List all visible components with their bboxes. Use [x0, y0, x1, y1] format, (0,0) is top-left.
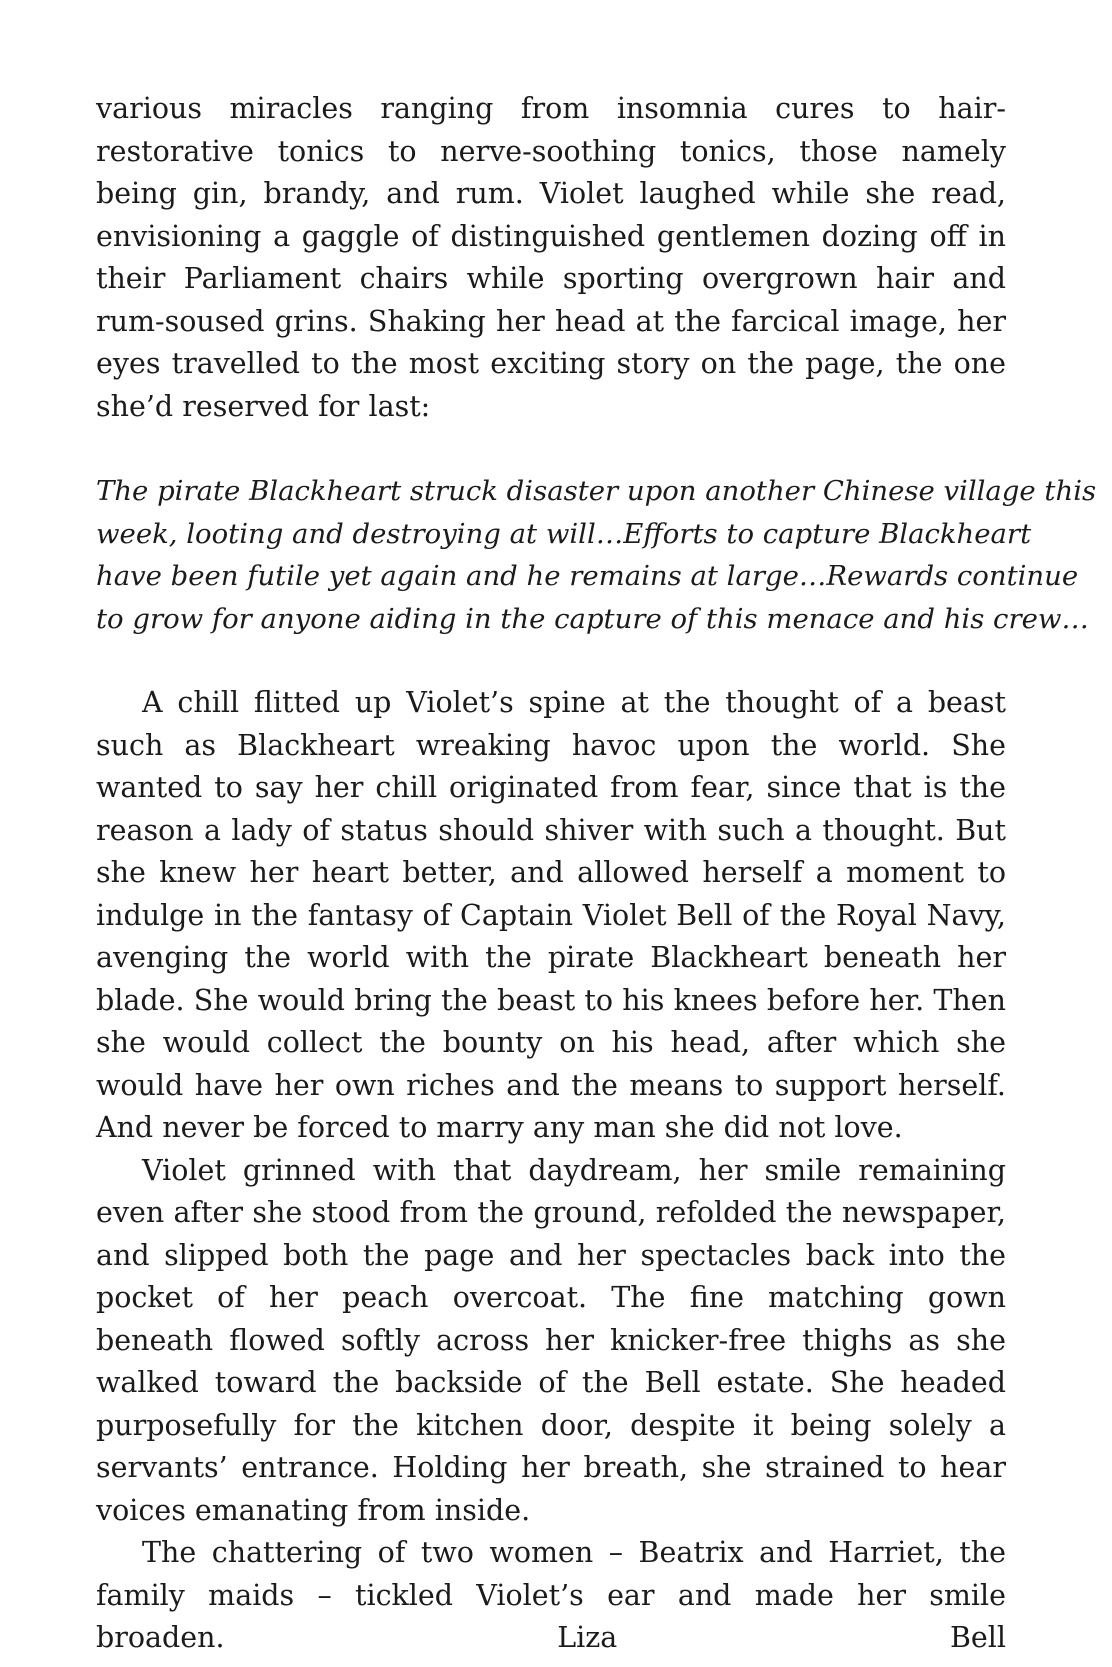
quote-line: week, looting and destroying at will…Efforts to capture Blackheart	[96, 517, 1032, 550]
body-paragraph-chill: A chill flitted up Violet’s spine at the thought of a beast such as Blackheart wreaking havoc upon the world. She wanted to say her chill originated from fear, since that is the reason a lady of status should shiver with such a thought. But she knew her heart better, and allowed herself a moment to indulge in the fantasy of Captain Violet Bell of the Royal Navy, avenging the world with the pirate Blackheart beneath her blade. She would bring the beast to his knees before her. Then she would collect the bounty on his head, after which she would have her own riches and the means to support herself. And never be forced to marry any man she did not love.	[96, 686, 1006, 1144]
body-paragraph-daydream: Violet grinned with that daydream, her smile remaining even after she stood from the ground, refolded the newspaper, and slipped both the page and her spectacles back into the pocket of her peach overcoat. The fine matching gown beneath flowed softly across her knicker-free thighs as she walked toward the backside of the Bell estate. She headed purposefully for the kitchen door, despite it being solely a servants’ entrance. Holding her breath, she strained to hear voices emanating from inside.	[96, 1153, 1006, 1527]
quote-line: to grow for anyone aiding in the capture of this menace and his crew…	[96, 602, 1089, 635]
opening-paragraph: various miracles ranging from insomnia cures to hair-restorative tonics to nerve-soothing tonics, those namely being gin, brandy, and rum. Violet laughed while she read, envisioning a gaggle of distinguished gentlemen dozing off in their Parliament chairs while sporting overgrown hair and rum-soused grins. Shaking her head at the farcical image, her eyes travelled to the most exciting story on the page, the one she’d reserved for last:	[96, 92, 1006, 423]
newspaper-quote	[96, 470, 1097, 640]
quote-line: The pirate Blackheart struck disaster upon another Chinese village this	[96, 475, 1097, 507]
body-paragraph-maids: The chattering of two women – Beatrix and Harriet, the family maids – tickled Violet’s ear and made her smile broaden. Liza Bell	[96, 1536, 1006, 1654]
book-page	[96, 88, 1097, 1660]
quote-line: have been futile yet again and he remains at large…Rewards continue	[96, 560, 1079, 592]
